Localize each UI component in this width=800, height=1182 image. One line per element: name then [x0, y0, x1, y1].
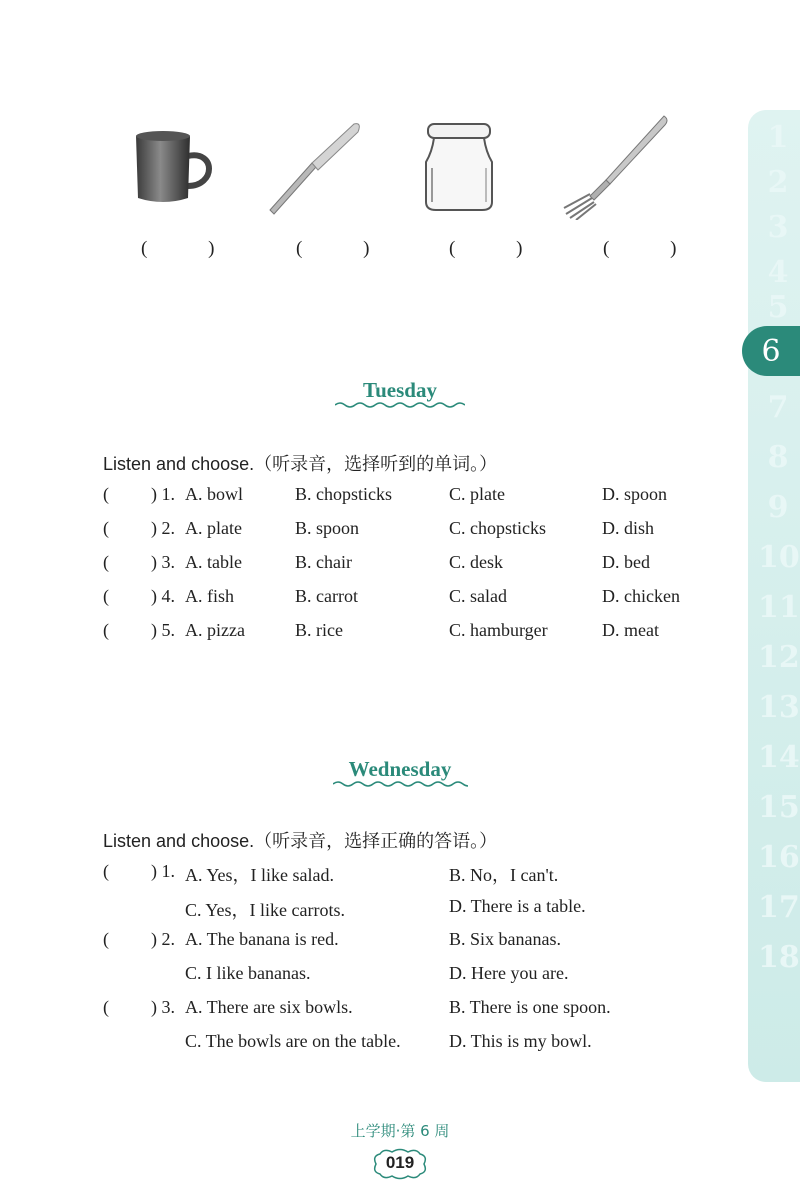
side-tab-active-6[interactable]: 6	[742, 326, 800, 376]
option-b: B. chair	[295, 552, 352, 572]
option-d: D. dish	[602, 518, 655, 538]
question-number: ) 3.	[151, 552, 175, 572]
answer-blank[interactable]: (	[103, 484, 109, 504]
tuesday-question-3	[0, 552, 760, 582]
answer-blank[interactable]: (	[103, 620, 109, 640]
answer-blank-3[interactable]: ( )	[449, 238, 551, 259]
answer-blank[interactable]: (	[103, 861, 109, 881]
question-number: ) 3.	[151, 997, 175, 1017]
option-d: D. meat	[602, 620, 659, 640]
tuesday-wave-underline	[335, 401, 465, 409]
side-tab-17[interactable]: 17	[758, 890, 800, 925]
question-number: ) 2.	[151, 929, 175, 949]
option-a: A. pizza	[185, 620, 245, 640]
side-tab-5[interactable]: 5	[767, 290, 789, 325]
wednesday-question-2	[0, 929, 760, 959]
page-number: 019	[385, 1153, 415, 1172]
answer-blank[interactable]: (	[103, 552, 109, 572]
answer-blank[interactable]: (	[103, 586, 109, 606]
tuesday-question-2	[0, 518, 760, 548]
option-d: D. chicken	[602, 586, 680, 606]
side-tab-1[interactable]: 1	[767, 120, 789, 155]
option-b: B. No，I can't.	[449, 865, 559, 885]
option-b: B. spoon	[295, 518, 360, 538]
answer-blank-4[interactable]: ( )	[603, 238, 705, 259]
wednesday-question-3-cont	[0, 1031, 760, 1061]
question-number: ) 5.	[151, 620, 175, 640]
side-tab-2[interactable]: 2	[767, 165, 789, 200]
side-tab-13[interactable]: 13	[758, 690, 800, 725]
fork-picture	[560, 112, 672, 220]
option-d: D. Here you are.	[449, 963, 569, 983]
option-c: C. chopsticks	[449, 518, 546, 538]
question-number: ) 2.	[151, 518, 175, 538]
option-d: D. spoon	[602, 484, 668, 504]
answer-blank[interactable]: (	[103, 518, 109, 538]
question-number: ) 1.	[151, 484, 175, 504]
side-tab-9[interactable]: 9	[767, 490, 789, 525]
knife-picture	[262, 118, 364, 216]
side-tab-12[interactable]: 12	[758, 640, 800, 675]
side-tab-16[interactable]: 16	[758, 840, 800, 875]
wednesday-wave-underline	[333, 780, 468, 788]
option-a: A. Yes，I like salad.	[185, 865, 334, 885]
wednesday-question-1	[0, 861, 760, 891]
wednesday-title: Wednesday	[348, 757, 452, 781]
option-a: A. The banana is red.	[185, 929, 339, 949]
tuesday-instruction: Listen and choose.（听录音，选择听到的单词。）	[103, 454, 498, 474]
side-tab-8[interactable]: 8	[767, 440, 789, 475]
option-d: D. There is a table.	[449, 896, 586, 916]
side-tab-4[interactable]: 4	[767, 255, 789, 290]
option-c: C. plate	[449, 484, 505, 504]
answer-blank[interactable]: (	[103, 997, 109, 1017]
wednesday-question-1-cont	[0, 896, 760, 926]
mug-picture	[128, 128, 218, 208]
question-number: ) 1.	[151, 861, 175, 881]
option-b: B. chopsticks	[295, 484, 392, 504]
wednesday-question-3	[0, 997, 760, 1027]
tuesday-title: Tuesday	[363, 378, 437, 402]
side-tab-11[interactable]: 11	[758, 590, 800, 625]
tuesday-question-5	[0, 620, 760, 650]
answer-blank-1[interactable]: ( )	[141, 238, 243, 259]
option-a: A. There are six bowls.	[185, 997, 353, 1017]
option-d: D. This is my bowl.	[449, 1031, 592, 1051]
side-tab-18[interactable]: 18	[758, 940, 800, 975]
option-c: C. The bowls are on the table.	[185, 1031, 401, 1051]
question-number: ) 4.	[151, 586, 175, 606]
wednesday-instruction: Listen and choose.（听录音，选择正确的答语。）	[103, 831, 498, 851]
side-tab-3[interactable]: 3	[767, 210, 789, 245]
option-b: B. carrot	[295, 586, 358, 606]
option-a: A. bowl	[185, 484, 243, 504]
glass-jar-picture	[420, 122, 498, 214]
option-b: B. Six bananas.	[449, 929, 561, 949]
side-tab-7[interactable]: 7	[767, 390, 789, 425]
answer-blank-2[interactable]: ( )	[296, 238, 398, 259]
option-c: C. salad	[449, 586, 507, 606]
option-c: C. desk	[449, 552, 503, 572]
option-a: A. plate	[185, 518, 242, 538]
tuesday-question-4	[0, 586, 760, 616]
answer-blank[interactable]: (	[103, 929, 109, 949]
side-tab-10[interactable]: 10	[758, 540, 800, 575]
side-tab-15[interactable]: 15	[758, 790, 800, 825]
option-a: A. table	[185, 552, 242, 572]
option-b: B. There is one spoon.	[449, 997, 611, 1017]
tuesday-question-1	[0, 484, 760, 514]
footer-section-label: 上学期·第 6 周	[350, 1122, 450, 1140]
option-c: C. I like bananas.	[185, 963, 311, 983]
option-c: C. Yes，I like carrots.	[185, 900, 345, 920]
option-a: A. fish	[185, 586, 234, 606]
option-c: C. hamburger	[449, 620, 548, 640]
option-d: D. bed	[602, 552, 650, 572]
option-b: B. rice	[295, 620, 343, 640]
wednesday-question-2-cont	[0, 963, 760, 993]
side-tab-14[interactable]: 14	[758, 740, 800, 775]
